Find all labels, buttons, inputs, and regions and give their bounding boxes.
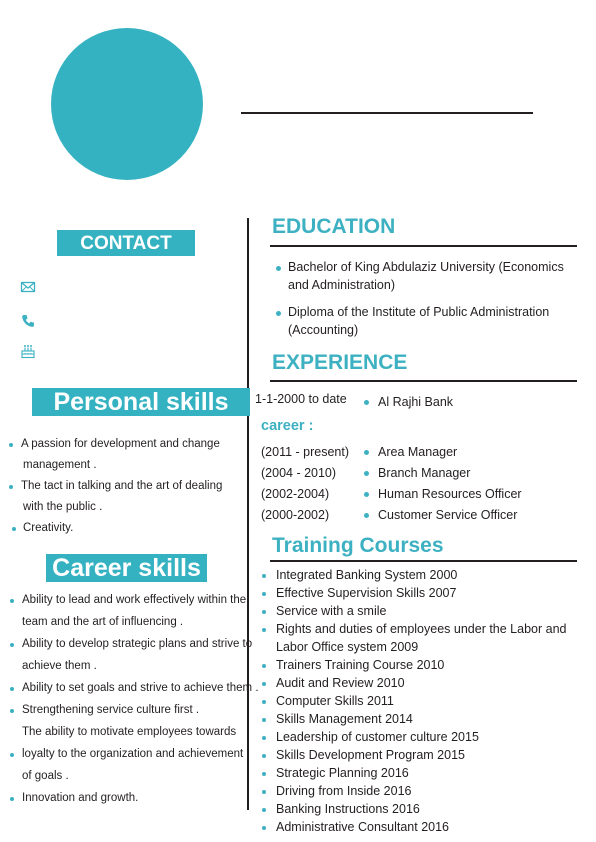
bullet [262,736,266,740]
bullet [262,574,266,578]
personal-skill: management . [23,459,97,471]
education-item: Bachelor of King Abdulaziz University (Economics [288,260,564,274]
bullet [262,610,266,614]
career-skill: Strengthening service culture first . [22,704,200,716]
experience-heading: EXPERIENCE [272,351,408,374]
bullet [12,527,16,531]
role-title: Human Resources Officer [378,487,522,501]
personal-skill: The tact in talking and the art of dealing [21,480,223,492]
education-rule [270,245,577,247]
profile-photo-placeholder [51,28,203,180]
career-skill: loyalty to the organization and achievement [22,748,244,760]
training-item: Integrated Banking System 2000 [276,568,458,582]
personal-skills-heading: Personal skills [32,388,250,416]
role-years: (2004 - 2010) [261,466,337,480]
training-item: Skills Development Program 2015 [276,748,465,762]
training-item: Administrative Consultant 2016 [276,820,450,834]
bullet [262,826,266,830]
bullet [9,485,13,489]
bullet [364,450,369,455]
bullet [262,718,266,722]
bullet [262,808,266,812]
training-rule [270,560,577,562]
training-heading: Training Courses [272,534,444,557]
name-underline [241,112,533,114]
career-skill: Ability to lead and work effectively within the [22,594,247,606]
training-item: Leadership of customer culture 2015 [276,730,479,744]
role-title: Customer Service Officer [378,508,518,522]
role-years: (2002-2004) [261,487,330,501]
training-item: Service with a smile [276,604,387,618]
training-item: Labor Office system 2009 [276,640,419,654]
career-skill: Innovation and growth. [22,792,139,804]
personal-skill: Creativity. [23,522,74,534]
phone-icon [20,313,36,329]
training-item: Skills Management 2014 [276,712,413,726]
bullet [262,790,266,794]
contact-heading: CONTACT [57,230,195,256]
training-item: Banking Instructions 2016 [276,802,420,816]
training-item: Rights and duties of employees under the Labor and [276,622,567,636]
envelope-icon [20,279,36,295]
experience-company: Al Rajhi Bank [378,395,454,409]
bullet [10,797,14,801]
role-years: (2011 - present) [261,445,350,459]
bullet [262,682,266,686]
bullet [9,443,13,447]
career-skill: Ability to set goals and strive to achieve them . [22,682,259,694]
training-item: Driving from Inside 2016 [276,784,412,798]
role-years: (2000-2002) [261,508,330,522]
career-skill: of goals . [22,770,69,782]
bullet [262,664,266,668]
career-skill: The ability to motivate employees towards [22,726,237,738]
bullet [262,700,266,704]
career-skill: achieve them . [22,660,97,672]
bullet [262,754,266,758]
bullet [10,753,14,757]
education-item: and Administration) [288,278,396,292]
career-skill: team and the art of influencing . [22,616,184,628]
experience-period: 1-1-2000 to date [255,392,347,406]
bullet [262,628,266,632]
training-item: Effective Supervision Skills 2007 [276,586,457,600]
training-item: Strategic Planning 2016 [276,766,409,780]
column-divider [247,218,249,810]
birthday-cake-icon [20,343,36,359]
training-item: Computer Skills 2011 [276,694,394,708]
bullet [262,772,266,776]
training-item: Trainers Training Course 2010 [276,658,445,672]
bullet [10,599,14,603]
bullet [10,709,14,713]
personal-skill: A passion for development and change [21,438,220,450]
career-skills-heading: Career skills [46,554,207,582]
education-heading: EDUCATION [272,215,396,238]
role-title: Branch Manager [378,466,471,480]
education-item: (Accounting) [288,323,359,337]
bullet [364,400,369,405]
role-title: Area Manager [378,445,458,459]
personal-skill: with the public . [23,501,103,513]
bullet [276,266,281,271]
bullet [364,471,369,476]
experience-rule [270,380,577,382]
bullet [276,311,281,316]
career-skill: Ability to develop strategic plans and strive to [22,638,253,650]
training-item: Audit and Review 2010 [276,676,405,690]
career-heading: career : [261,418,314,434]
bullet [10,687,14,691]
bullet [364,492,369,497]
bullet [10,643,14,647]
bullet [364,513,369,518]
education-item: Diploma of the Institute of Public Administration [288,305,550,319]
bullet [262,592,266,596]
